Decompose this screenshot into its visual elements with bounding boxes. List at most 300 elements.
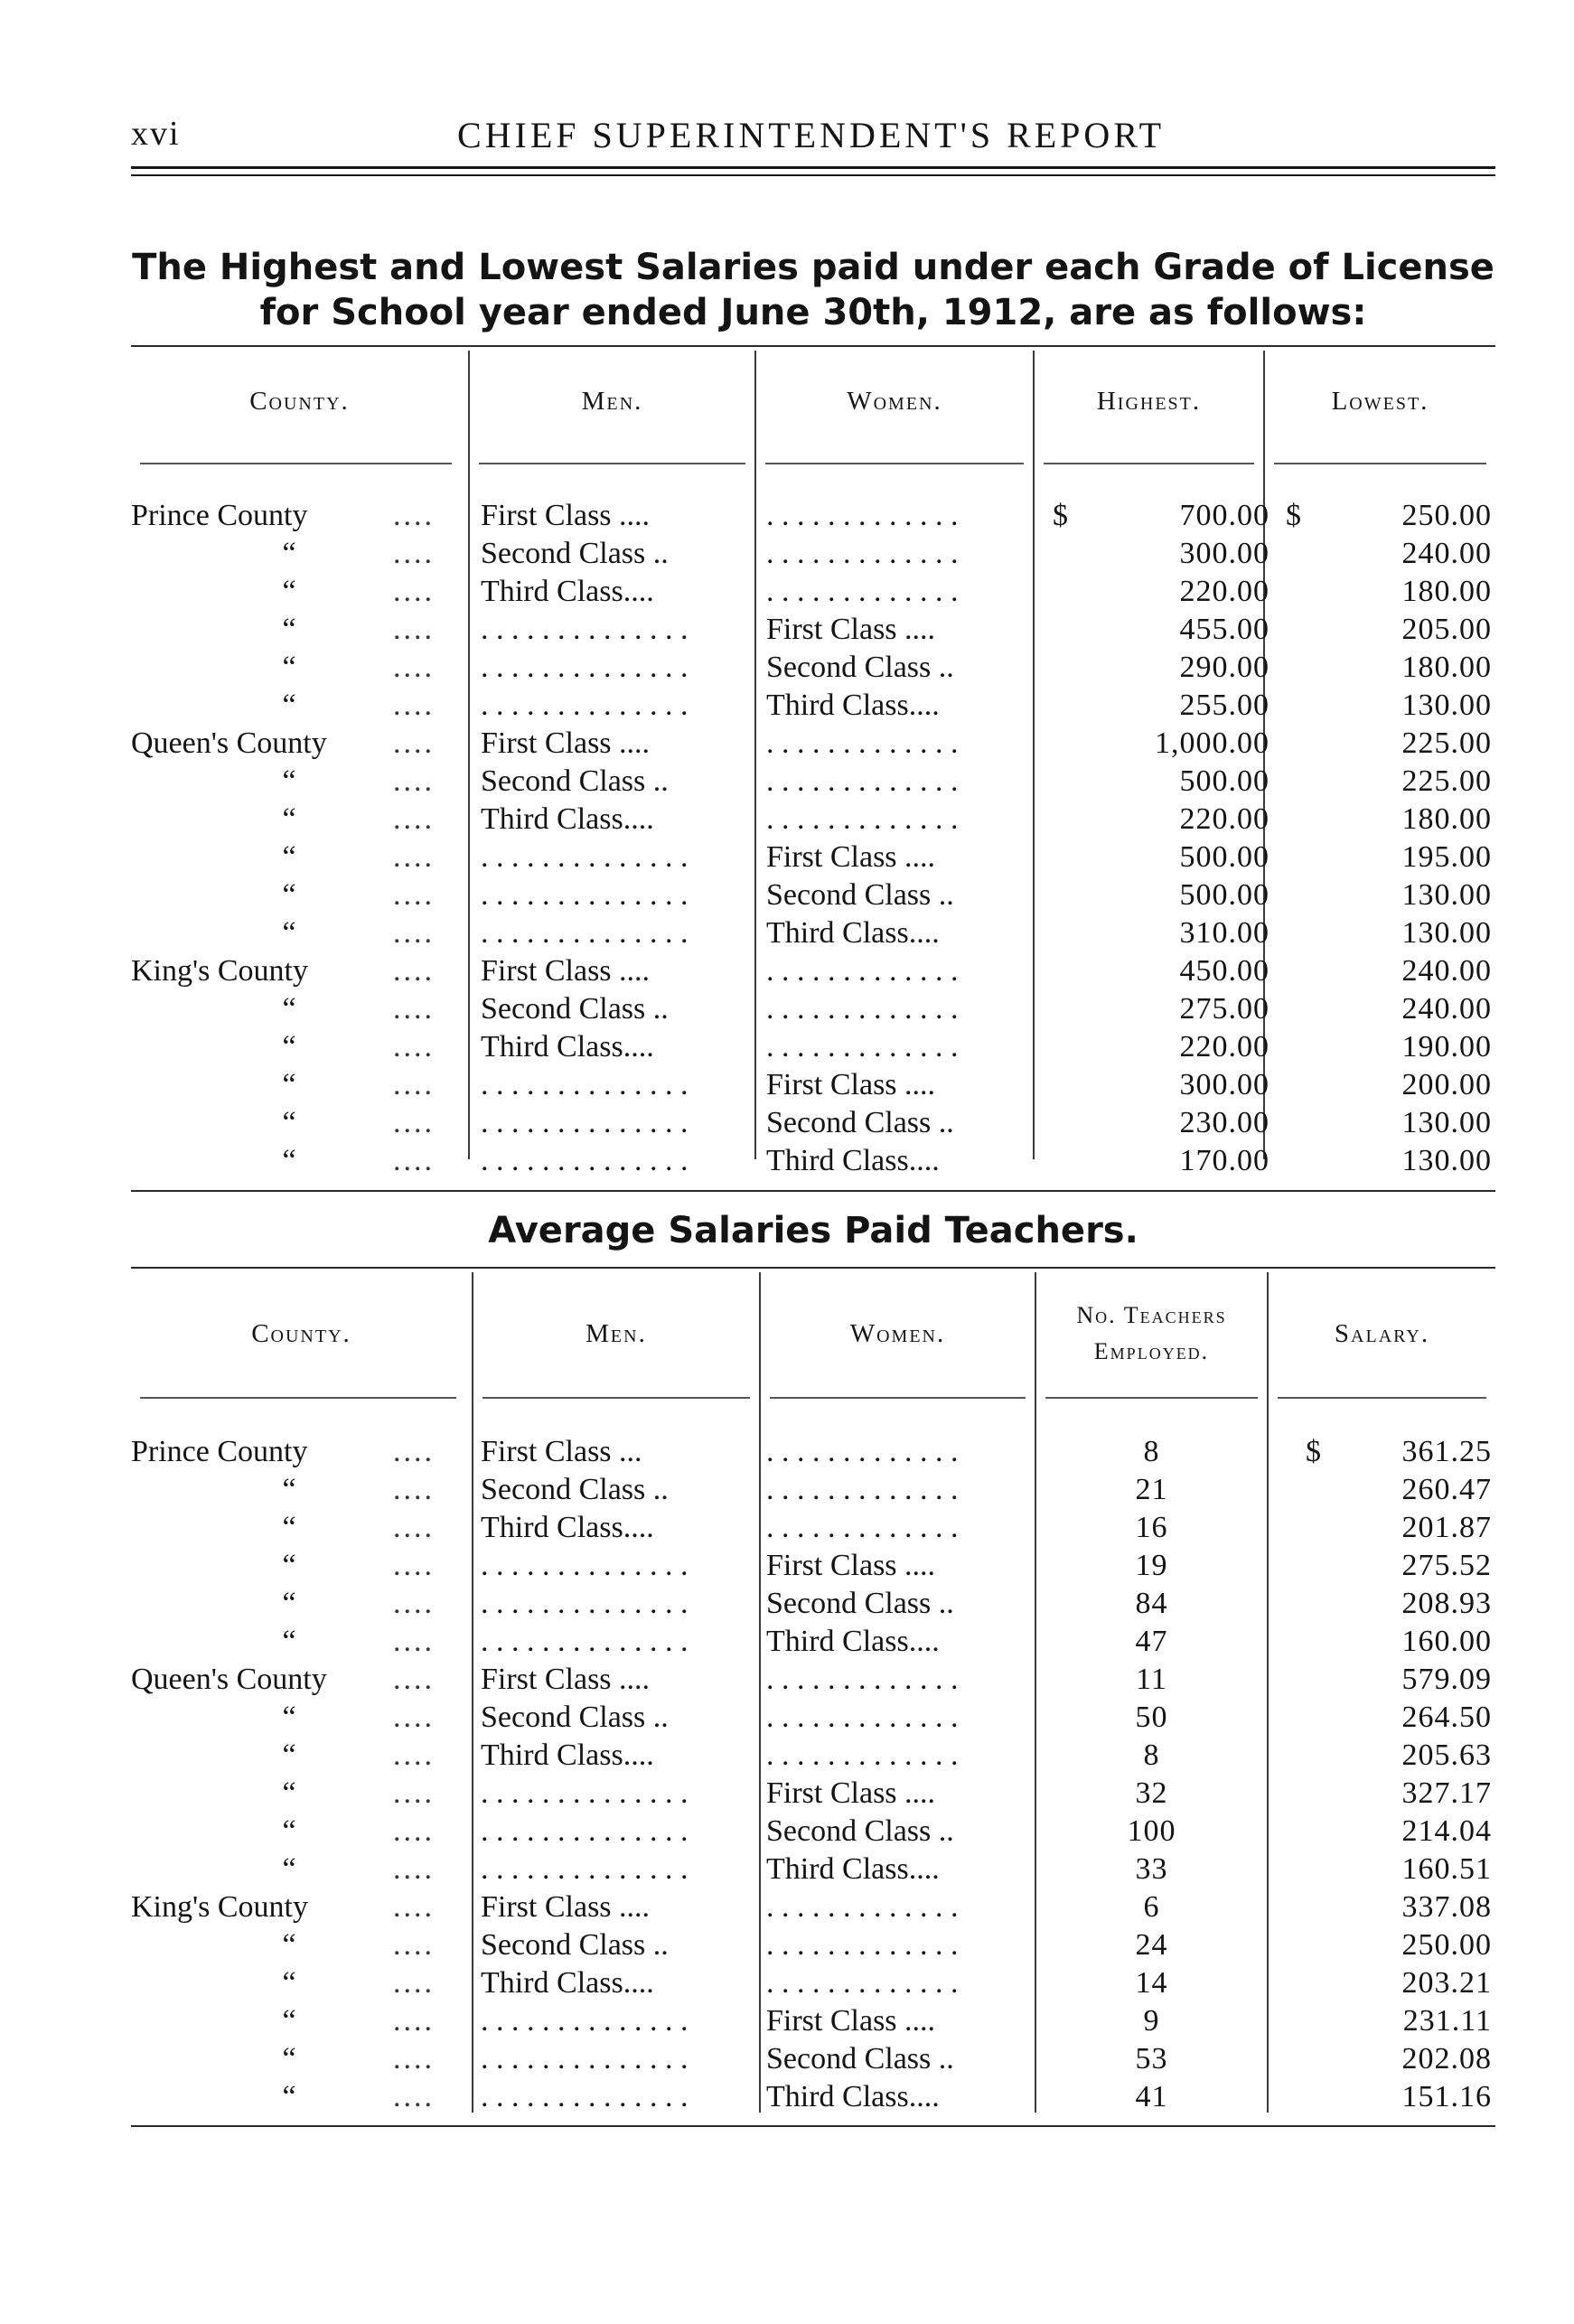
teachers-cell: 50 (1135, 1701, 1168, 1734)
salary-cell: 260.47 (1401, 1473, 1492, 1506)
leader-dots: .... (393, 1701, 435, 1734)
men-class-cell: . . . . . . . . . . . . . . (481, 1814, 689, 1848)
currency-symbol: $ (1053, 499, 1068, 532)
county-name: “ (282, 651, 296, 684)
lowest-cell: 240.00 (1401, 537, 1492, 570)
women-class-cell: First Class .... (766, 2004, 936, 2038)
women-class-cell: Second Class .. (766, 2042, 954, 2076)
leader-dots: .... (393, 1511, 435, 1544)
county-cell (131, 1888, 393, 1926)
highest-cell: 220.00 (1179, 575, 1270, 608)
lowest-cell: 200.00 (1401, 1068, 1492, 1101)
women-class-cell: First Class .... (766, 1776, 936, 1810)
salary-cell: 205.63 (1401, 1738, 1492, 1772)
county-cell (131, 1066, 393, 1104)
table-row (131, 763, 1495, 801)
women-class-cell: . . . . . . . . . . . . . (766, 764, 959, 798)
salary-cell: 160.00 (1401, 1625, 1492, 1658)
salary-cell: 361.25 (1401, 1435, 1492, 1468)
salary-cell: 208.93 (1401, 1587, 1492, 1620)
leader-dots: .... (393, 1144, 435, 1177)
salary-range-table (131, 345, 1495, 1195)
women-class-cell: Third Class.... (766, 689, 940, 722)
table2-header-underline (483, 1397, 750, 1399)
teachers-cell: 32 (1135, 1776, 1168, 1810)
salary-cell: 202.08 (1401, 2042, 1492, 2076)
table1-header-lowest: Lowest. (1331, 387, 1429, 416)
men-class-cell: . . . . . . . . . . . . . . (481, 1068, 689, 1101)
county-name: “ (282, 689, 296, 722)
header-rule-top (131, 166, 1495, 169)
county-name: Prince County (131, 1435, 308, 1468)
women-class-cell: . . . . . . . . . . . . . (766, 1511, 959, 1544)
county-name: King's County (131, 1890, 308, 1924)
county-name: “ (282, 613, 296, 646)
leader-dots: .... (393, 2080, 435, 2113)
highest-cell: 290.00 (1179, 651, 1270, 684)
county-cell (131, 1028, 393, 1066)
table-row (131, 1737, 1495, 1775)
county-cell (131, 1661, 393, 1699)
lowest-cell: 180.00 (1401, 575, 1492, 608)
county-name: Queen's County (131, 1663, 327, 1696)
county-cell (131, 725, 393, 763)
men-class-cell: . . . . . . . . . . . . . . (481, 1776, 689, 1810)
highest-cell: 300.00 (1179, 1068, 1270, 1101)
women-class-cell: . . . . . . . . . . . . . (766, 992, 959, 1026)
lowest-cell: 130.00 (1401, 1106, 1492, 1139)
county-cell (131, 763, 393, 801)
teachers-cell: 100 (1127, 1814, 1176, 1848)
highest-cell: 700.00 (1179, 499, 1270, 532)
table2-header-county: County. (251, 1319, 351, 1348)
county-name: “ (282, 1587, 296, 1620)
county-name: “ (282, 802, 296, 836)
county-name: “ (282, 1966, 296, 2000)
table-row (131, 801, 1495, 839)
highest-cell: 220.00 (1179, 1030, 1270, 1064)
county-cell (131, 1433, 393, 1471)
leader-dots: .... (393, 992, 435, 1026)
county-name: “ (282, 1701, 296, 1734)
lowest-cell: 250.00 (1401, 499, 1492, 532)
county-name: “ (282, 1511, 296, 1544)
men-class-cell: Second Class .. (481, 1701, 669, 1734)
women-class-cell: Third Class.... (766, 916, 940, 950)
county-name: “ (282, 1549, 296, 1582)
table-row (131, 2078, 1495, 2116)
salary-cell: 337.08 (1401, 1890, 1492, 1924)
women-class-cell: Second Class .. (766, 1106, 954, 1139)
table-row (131, 535, 1495, 573)
county-cell (131, 1585, 393, 1623)
leader-dots: .... (393, 499, 435, 532)
county-cell (131, 1509, 393, 1547)
leader-dots: .... (393, 2042, 435, 2076)
teachers-cell: 24 (1135, 1928, 1168, 1962)
county-name: “ (282, 1776, 296, 1810)
county-cell (131, 1964, 393, 2002)
men-class-cell: First Class .... (481, 499, 651, 532)
table-row (131, 1623, 1495, 1661)
table1-title-line2: for School year ended June 30th, 1912, are as follows: (259, 292, 1367, 333)
county-cell (131, 1699, 393, 1737)
highest-cell: 500.00 (1179, 764, 1270, 798)
salary-cell: 327.17 (1401, 1776, 1492, 1810)
county-cell (131, 1775, 393, 1813)
salary-cell: 264.50 (1401, 1701, 1492, 1734)
teachers-cell: 8 (1143, 1435, 1160, 1468)
men-class-cell: First Class .... (481, 954, 651, 988)
teachers-cell: 47 (1135, 1625, 1168, 1658)
leader-dots: .... (393, 1473, 435, 1506)
women-class-cell: Second Class .. (766, 878, 954, 912)
currency-symbol: $ (1286, 499, 1301, 532)
county-cell (131, 1737, 393, 1775)
teachers-cell: 8 (1143, 1738, 1160, 1772)
teachers-cell: 9 (1143, 2004, 1160, 2038)
men-class-cell: . . . . . . . . . . . . . . (481, 916, 689, 950)
county-cell (131, 1623, 393, 1661)
table-row (131, 1699, 1495, 1737)
county-name: “ (282, 2004, 296, 2038)
men-class-cell: . . . . . . . . . . . . . . (481, 2042, 689, 2076)
average-salary-table (131, 1267, 1495, 2134)
table-row (131, 1028, 1495, 1066)
salary-cell: 275.52 (1401, 1549, 1492, 1582)
county-cell (131, 1926, 393, 1964)
county-cell (131, 1851, 393, 1888)
men-class-cell: . . . . . . . . . . . . . . (481, 840, 689, 874)
men-class-cell: First Class .... (481, 1663, 651, 1696)
county-cell (131, 1471, 393, 1509)
lowest-cell: 240.00 (1401, 954, 1492, 988)
table-row (131, 839, 1495, 876)
men-class-cell: Third Class.... (481, 1030, 654, 1064)
county-name: “ (282, 1814, 296, 1848)
men-class-cell: Second Class .. (481, 764, 669, 798)
salary-cell: 160.51 (1401, 1852, 1492, 1886)
table2-header-men: Men. (586, 1319, 647, 1348)
women-class-cell: . . . . . . . . . . . . . (766, 1663, 959, 1696)
table-row (131, 497, 1495, 535)
men-class-cell: Third Class.... (481, 1511, 654, 1544)
women-class-cell: . . . . . . . . . . . . . (766, 1928, 959, 1962)
running-title: CHIEF SUPERINTENDENT'S REPORT (456, 115, 1166, 155)
lowest-cell: 205.00 (1401, 613, 1492, 646)
table-row (131, 1926, 1495, 1964)
table-row (131, 990, 1495, 1028)
men-class-cell: Second Class .. (481, 1473, 669, 1506)
leader-dots: .... (393, 1738, 435, 1772)
table2-header-women: Women. (849, 1319, 946, 1348)
county-name: “ (282, 878, 296, 912)
men-class-cell: First Class ... (481, 1435, 642, 1468)
table-row (131, 1142, 1495, 1180)
county-name: “ (282, 1625, 296, 1658)
leader-dots: .... (393, 840, 435, 874)
table-row (131, 1775, 1495, 1813)
women-class-cell: . . . . . . . . . . . . . (766, 726, 959, 760)
county-cell (131, 990, 393, 1028)
men-class-cell: . . . . . . . . . . . . . . (481, 689, 689, 722)
women-class-cell: . . . . . . . . . . . . . (766, 802, 959, 836)
county-cell (131, 649, 393, 687)
leader-dots: .... (393, 954, 435, 988)
table1-header-underline (765, 463, 1024, 464)
men-class-cell: . . . . . . . . . . . . . . (481, 1852, 689, 1886)
lowest-cell: 180.00 (1401, 802, 1492, 836)
table-row (131, 649, 1495, 687)
table-row (131, 1066, 1495, 1104)
women-class-cell: Third Class.... (766, 1144, 940, 1177)
lowest-cell: 190.00 (1401, 1030, 1492, 1064)
men-class-cell: . . . . . . . . . . . . . . (481, 1106, 689, 1139)
county-name: “ (282, 1852, 296, 1886)
highest-cell: 230.00 (1179, 1106, 1270, 1139)
county-cell (131, 573, 393, 611)
county-cell (131, 1104, 393, 1142)
men-class-cell: First Class .... (481, 1890, 651, 1924)
county-cell (131, 1813, 393, 1851)
teachers-cell: 21 (1135, 1473, 1168, 1506)
women-class-cell: . . . . . . . . . . . . . (766, 1966, 959, 2000)
table1-header-men: Men. (581, 387, 643, 416)
leader-dots: .... (393, 613, 435, 646)
women-class-cell: . . . . . . . . . . . . . (766, 1701, 959, 1734)
salary-cell: 203.21 (1401, 1966, 1492, 2000)
highest-cell: 170.00 (1179, 1144, 1270, 1177)
salary-cell: 579.09 (1401, 1663, 1492, 1696)
men-class-cell: Third Class.... (481, 575, 654, 608)
table1-bottom-rule (131, 1190, 1495, 1192)
page-number: xvi (131, 115, 181, 153)
lowest-cell: 180.00 (1401, 651, 1492, 684)
table-row (131, 914, 1495, 952)
county-name: “ (282, 537, 296, 570)
women-class-cell: . . . . . . . . . . . . . (766, 575, 959, 608)
county-name: “ (282, 2080, 296, 2113)
county-cell (131, 535, 393, 573)
table-row (131, 1851, 1495, 1888)
county-name: Prince County (131, 499, 308, 532)
county-cell (131, 952, 393, 990)
teachers-cell: 33 (1135, 1852, 1168, 1886)
teachers-cell: 14 (1135, 1966, 1168, 2000)
lowest-cell: 130.00 (1401, 1144, 1492, 1177)
table1-title-line1: The Highest and Lowest Salaries paid under each Grade of License (132, 247, 1494, 288)
table2-header-teachers: No. Teachers (1076, 1302, 1227, 1328)
women-class-cell: Third Class.... (766, 1852, 940, 1886)
women-class-cell: Second Class .. (766, 1587, 954, 1620)
lowest-cell: 240.00 (1401, 992, 1492, 1026)
table2-bottom-rule (131, 2125, 1495, 2127)
leader-dots: .... (393, 1890, 435, 1924)
county-name: “ (282, 1738, 296, 1772)
county-name: “ (282, 992, 296, 1026)
women-class-cell: First Class .... (766, 840, 936, 874)
salary-cell: 250.00 (1401, 1928, 1492, 1962)
women-class-cell: First Class .... (766, 1068, 936, 1101)
men-class-cell: Third Class.... (481, 1966, 654, 2000)
table2-header-employed: Employed. (1093, 1338, 1210, 1364)
men-class-cell: . . . . . . . . . . . . . . (481, 651, 689, 684)
men-class-cell: . . . . . . . . . . . . . . (481, 1144, 689, 1177)
women-class-cell: . . . . . . . . . . . . . (766, 499, 959, 532)
table1-header-highest: Highest. (1096, 387, 1202, 416)
leader-dots: .... (393, 916, 435, 950)
table-row (131, 876, 1495, 914)
teachers-cell: 11 (1136, 1663, 1167, 1696)
salary-cell: 231.11 (1402, 2004, 1492, 2038)
women-class-cell: . . . . . . . . . . . . . (766, 1890, 959, 1924)
men-class-cell: . . . . . . . . . . . . . . (481, 613, 689, 646)
county-cell (131, 1547, 393, 1585)
county-cell (131, 611, 393, 649)
men-class-cell: . . . . . . . . . . . . . . (481, 878, 689, 912)
county-cell (131, 839, 393, 876)
county-cell (131, 2040, 393, 2078)
men-class-cell: . . . . . . . . . . . . . . (481, 2004, 689, 2038)
highest-cell: 275.00 (1179, 992, 1270, 1026)
county-name: “ (282, 1144, 296, 1177)
teachers-cell: 19 (1135, 1549, 1168, 1582)
table2-header-underline (140, 1397, 456, 1399)
men-class-cell: Third Class.... (481, 802, 654, 836)
county-cell (131, 2002, 393, 2040)
highest-cell: 455.00 (1179, 613, 1270, 646)
county-name: “ (282, 764, 296, 798)
lowest-cell: 130.00 (1401, 689, 1492, 722)
men-class-cell: . . . . . . . . . . . . . . (481, 1587, 689, 1620)
table-row (131, 2002, 1495, 2040)
county-name: “ (282, 1928, 296, 1962)
county-name: “ (282, 2042, 296, 2076)
teachers-cell: 41 (1135, 2080, 1168, 2113)
women-class-cell: . . . . . . . . . . . . . (766, 1435, 959, 1468)
leader-dots: .... (393, 1928, 435, 1962)
leader-dots: .... (393, 1776, 435, 1810)
running-head (131, 114, 1491, 154)
leader-dots: .... (393, 1435, 435, 1468)
highest-cell: 300.00 (1179, 537, 1270, 570)
table-row (131, 2040, 1495, 2078)
county-cell (131, 801, 393, 839)
table-row (131, 573, 1495, 611)
highest-cell: 220.00 (1179, 802, 1270, 836)
table-row (131, 1813, 1495, 1851)
women-class-cell: Second Class .. (766, 651, 954, 684)
highest-cell: 1,000.00 (1155, 726, 1270, 760)
leader-dots: .... (393, 1030, 435, 1064)
county-name: Queen's County (131, 726, 327, 760)
leader-dots: .... (393, 689, 435, 722)
leader-dots: .... (393, 802, 435, 836)
table-row (131, 1585, 1495, 1623)
men-class-cell: . . . . . . . . . . . . . . (481, 1625, 689, 1658)
leader-dots: .... (393, 1549, 435, 1582)
men-class-cell: Third Class.... (481, 1738, 654, 1772)
salary-cell: 201.87 (1401, 1511, 1492, 1544)
table2-top-rule (131, 1267, 1495, 1269)
men-class-cell: Second Class .. (481, 537, 669, 570)
leader-dots: .... (393, 651, 435, 684)
county-name: “ (282, 1030, 296, 1064)
table2-header-underline (770, 1397, 1026, 1399)
county-cell (131, 1142, 393, 1180)
women-class-cell: . . . . . . . . . . . . . (766, 1738, 959, 1772)
table-row (131, 1104, 1495, 1142)
men-class-cell: Second Class .. (481, 992, 669, 1026)
leader-dots: .... (393, 764, 435, 798)
leader-dots: .... (393, 1068, 435, 1101)
county-name: “ (282, 1473, 296, 1506)
currency-symbol: $ (1306, 1435, 1321, 1468)
header-rule-bottom (131, 174, 1495, 176)
table2-header-underline (1278, 1397, 1486, 1399)
women-class-cell: Second Class .. (766, 1814, 954, 1848)
county-cell (131, 914, 393, 952)
county-name: “ (282, 1106, 296, 1139)
leader-dots: .... (393, 537, 435, 570)
leader-dots: .... (393, 1966, 435, 2000)
table-row (131, 1509, 1495, 1547)
table1-header-underline (1044, 463, 1254, 464)
leader-dots: .... (393, 1663, 435, 1696)
men-class-cell: . . . . . . . . . . . . . . (481, 1549, 689, 1582)
lowest-cell: 195.00 (1401, 840, 1492, 874)
women-class-cell: Third Class.... (766, 1625, 940, 1658)
teachers-cell: 16 (1135, 1511, 1168, 1544)
county-name: “ (282, 1068, 296, 1101)
salary-cell: 214.04 (1401, 1814, 1492, 1848)
county-cell (131, 497, 393, 535)
county-name: “ (282, 916, 296, 950)
lowest-cell: 225.00 (1401, 764, 1492, 798)
table2-header-salary: Salary. (1334, 1319, 1430, 1348)
teachers-cell: 53 (1135, 2042, 1168, 2076)
leader-dots: .... (393, 1625, 435, 1658)
lowest-cell: 130.00 (1401, 878, 1492, 912)
table-row (131, 952, 1495, 990)
table-row (131, 687, 1495, 725)
teachers-cell: 6 (1143, 1890, 1160, 1924)
table-row (131, 1471, 1495, 1509)
county-name: “ (282, 840, 296, 874)
salary-cell: 151.16 (1401, 2080, 1492, 2113)
county-cell (131, 2078, 393, 2116)
leader-dots: .... (393, 1814, 435, 1848)
table-row (131, 725, 1495, 763)
leader-dots: .... (393, 726, 435, 760)
lowest-cell: 225.00 (1401, 726, 1492, 760)
table-row (131, 1888, 1495, 1926)
table1-top-rule (131, 345, 1495, 347)
table-row (131, 1661, 1495, 1699)
table1-header-county: County. (249, 387, 350, 416)
women-class-cell: . . . . . . . . . . . . . (766, 1030, 959, 1064)
table1-header-women: Women. (847, 387, 942, 416)
women-class-cell: . . . . . . . . . . . . . (766, 1473, 959, 1506)
lowest-cell: 130.00 (1401, 916, 1492, 950)
table2-header-underline (1045, 1397, 1258, 1399)
table-row (131, 1964, 1495, 2002)
women-class-cell: . . . . . . . . . . . . . (766, 954, 959, 988)
county-cell (131, 876, 393, 914)
leader-dots: .... (393, 1587, 435, 1620)
men-class-cell: . . . . . . . . . . . . . . (481, 2080, 689, 2113)
men-class-cell: Second Class .. (481, 1928, 669, 1962)
